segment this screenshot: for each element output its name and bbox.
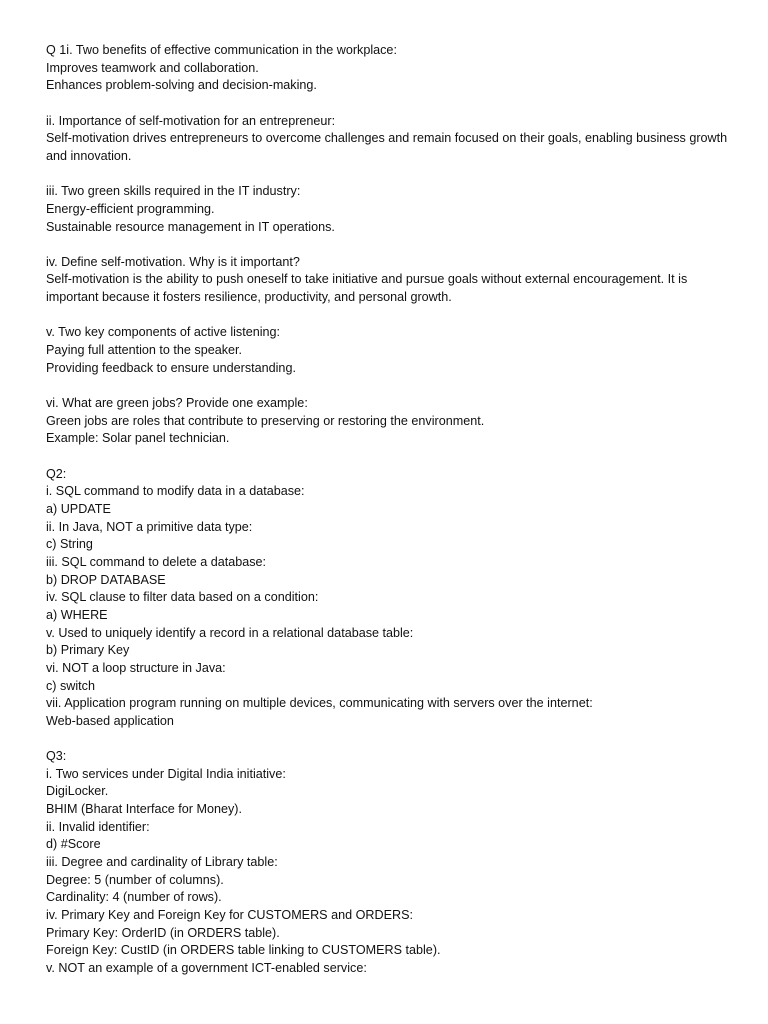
text-line: DigiLocker. <box>46 784 109 799</box>
text-line: Self-motivation drives entrepreneurs to overcome challenges and remain focused on their goals, enabling business growth and innovation. <box>46 131 731 163</box>
blank-line <box>46 731 736 749</box>
text-line: d) #Score <box>46 837 101 852</box>
text-line: b) Primary Key <box>46 643 130 658</box>
text-line: Enhances problem-solving and decision-making. <box>46 78 317 93</box>
text-line: vi. NOT a loop structure in Java: <box>46 660 226 675</box>
text-line: b) DROP DATABASE <box>46 572 166 587</box>
blank-line <box>46 307 736 325</box>
blank-line <box>46 236 736 254</box>
text-line: vi. What are green jobs? Provide one example: <box>46 396 308 411</box>
text-line: a) WHERE <box>46 607 108 622</box>
text-line: ii. Importance of self-motivation for an entrepreneur: <box>46 113 336 128</box>
text-line: v. Used to uniquely identify a record in a relational database table: <box>46 625 414 640</box>
text-line: vii. Application program running on multiple devices, communicating with servers over the internet: <box>46 696 593 711</box>
text-line: a) UPDATE <box>46 501 111 516</box>
text-line: ii. In Java, NOT a primitive data type: <box>46 519 253 534</box>
text-line: Cardinality: 4 (number of rows). <box>46 890 222 905</box>
blank-line <box>46 166 736 184</box>
text-line: Q3: <box>46 749 67 764</box>
text-line: Q 1i. Two benefits of effective communication in the workplace: <box>46 43 397 57</box>
text-line: Primary Key: OrderID (in ORDERS table). <box>46 925 280 940</box>
text-line: c) String <box>46 537 93 552</box>
text-line: iv. Define self-motivation. Why is it important? <box>46 254 300 269</box>
document-body <box>46 42 736 978</box>
text-line: iii. Degree and cardinality of Library table: <box>46 855 278 870</box>
text-line: i. SQL command to modify data in a database: <box>46 484 305 499</box>
blank-line <box>46 448 736 466</box>
text-line: Web-based application <box>46 713 174 728</box>
text-line: iii. Two green skills required in the IT industry: <box>46 184 301 199</box>
text-line: c) switch <box>46 678 95 693</box>
text-line: Improves teamwork and collaboration. <box>46 60 259 75</box>
text-line: iv. SQL clause to filter data based on a condition: <box>46 590 319 605</box>
text-line: i. Two services under Digital India initiative: <box>46 766 286 781</box>
text-line: BHIM (Bharat Interface for Money). <box>46 802 242 817</box>
text-line: ii. Invalid identifier: <box>46 819 150 834</box>
text-line: Energy-efficient programming. <box>46 201 215 216</box>
text-line: Paying full attention to the speaker. <box>46 343 243 358</box>
text-line: Degree: 5 (number of columns). <box>46 872 224 887</box>
text-line: v. NOT an example of a government ICT-enabled service: <box>46 961 367 976</box>
blank-line <box>46 95 736 113</box>
text-line: Q2: <box>46 466 67 481</box>
text-line: v. Two key components of active listening: <box>46 325 281 340</box>
text-line: Self-motivation is the ability to push oneself to take initiative and pursue goals without external encouragement. It is important because it fosters resilience, productivity, and personal growth. <box>46 272 691 305</box>
text-line: Sustainable resource management in IT operations. <box>46 219 335 234</box>
blank-line <box>46 377 736 395</box>
text-line: iii. SQL command to delete a database: <box>46 554 267 569</box>
text-line: Foreign Key: CustID (in ORDERS table linking to CUSTOMERS table). <box>46 943 441 958</box>
text-line: Example: Solar panel technician. <box>46 431 230 446</box>
text-line: Providing feedback to ensure understanding. <box>46 360 296 375</box>
text-line: iv. Primary Key and Foreign Key for CUSTOMERS and ORDERS: <box>46 908 413 923</box>
text-line: Green jobs are roles that contribute to preserving or restoring the environment. <box>46 413 485 428</box>
